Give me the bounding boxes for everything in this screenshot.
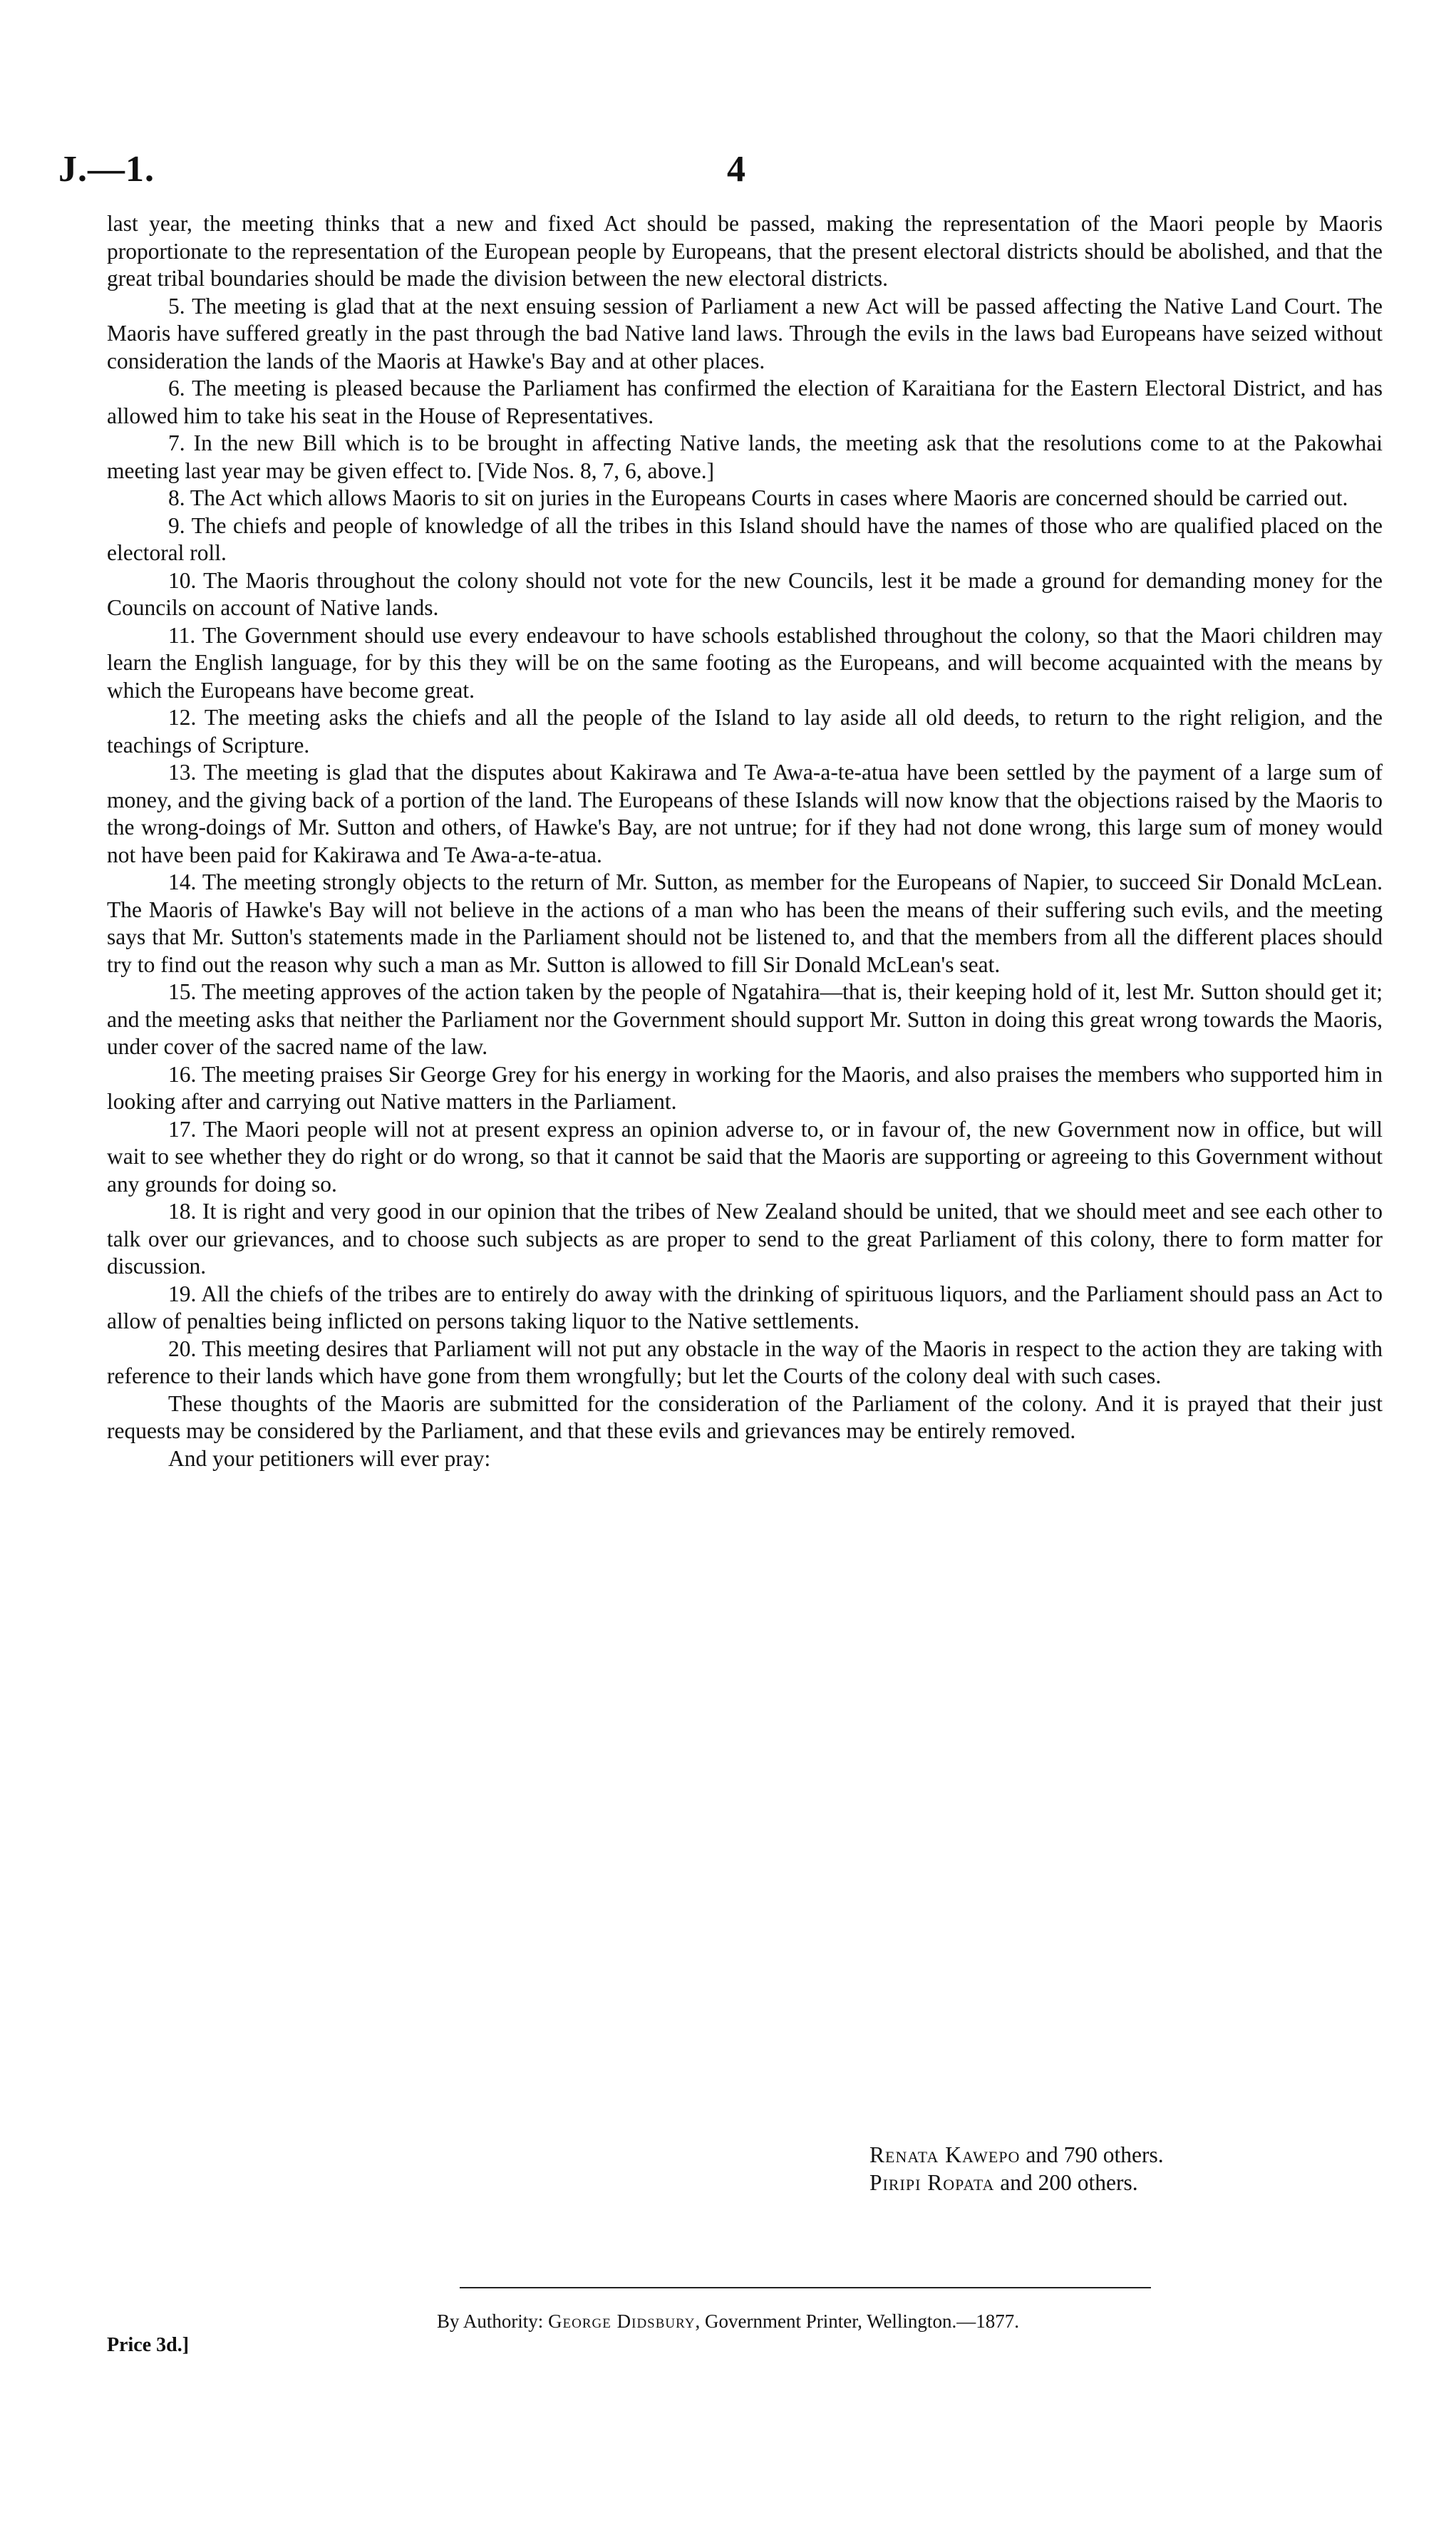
resolution-11: 11. The Government should use every endeavour to have schools established throughout the colony, so that the Maori children may learn the English language, for by this they will be on the same footing as the Europeans, and will become acquainted with the means by which the Europeans have become great.	[107, 622, 1383, 703]
page-number: 4	[727, 149, 745, 190]
page-identifier: J.—1.	[58, 149, 155, 190]
signature-line	[869, 2169, 1164, 2197]
resolution-16: 16. The meeting praises Sir George Grey for his energy in working for the Maoris, and also praises the members who supported him in looking after and carrying out Native matters in the Parliament.	[107, 1061, 1383, 1114]
signatory-name: Renata Kawepo	[869, 2142, 1021, 2167]
signatory-name: Piripi Ropata	[869, 2169, 995, 2195]
printer-imprint	[0, 2310, 1456, 2333]
closing-paragraph: These thoughts of the Maoris are submitted for the consideration of the Parliament of the colony. And it is prayed that their just requests may be considered by the Parliament, and that these evils and grievances may be entirely removed.	[107, 1390, 1383, 1443]
imprint-suffix: , Government Printer, Wellington.—1877.	[695, 2310, 1019, 2332]
document-body	[107, 210, 1383, 1472]
price: Price 3d.]	[107, 2334, 190, 2356]
printer-name: George Didsbury	[548, 2310, 696, 2332]
signatures	[869, 2142, 1164, 2196]
resolution-14: 14. The meeting strongly objects to the return of Mr. Sutton, as member for the Europeans of Napier, to succeed Sir Donald McLean. The Maoris of Hawke's Bay will not believe in the actions of a man who has been the means of their suffering such evils, and the meeting says that Mr. Sutton's statements made in the Parliament should not be listened to, and that the members from all the different places should try to find out the reason why such a man as Mr. Sutton is allowed to fill Sir Donald McLean's seat.	[107, 869, 1383, 977]
paragraph-continuation: last year, the meeting thinks that a new and fixed Act should be passed, making the representation of the Maori people by Maoris proportionate to the representation of the European people by Europeans, that the present electoral districts should be abolished, and that the great tribal boundaries should be made the division between the new electoral districts.	[107, 211, 1383, 291]
resolution-19: 19. All the chiefs of the tribes are to entirely do away with the drinking of spirituous liquors, and the Parliament should pass an Act to allow of penalties being inflicted on persons taking liquor to the Native settlements.	[107, 1281, 1383, 1333]
resolution-6: 6. The meeting is pleased because the Parliament has confirmed the election of Karaitiana for the Eastern Electoral District, and has allowed him to take his seat in the House of Representatives.	[107, 376, 1383, 428]
resolution-18: 18. It is right and very good in our opinion that the tribes of New Zealand should be united, that we should meet and see each other to talk over our grievances, and to choose such subjects as are proper to send to the great Parliament of this colony, there to form matter for discussion.	[107, 1199, 1383, 1279]
resolution-17: 17. The Maori people will not at present express an opinion adverse to, or in favour of, the new Government now in office, but will wait to see whether they do right or do wrong, so that it cannot be said that the Maoris are supporting or agreeing to this Government without any grounds for doing so.	[107, 1116, 1383, 1197]
divider	[460, 2287, 1151, 2288]
imprint-prefix: By Authority:	[437, 2310, 549, 2332]
resolution-12: 12. The meeting asks the chiefs and all the people of the Island to lay aside all old deeds, to return to the right religion, and the teachings of Scripture.	[107, 705, 1383, 758]
resolution-5: 5. The meeting is glad that at the next ensuing session of Parliament a new Act will be passed affecting the Native Land Court. The Maoris have suffered greatly in the past through the bad Native land laws. Through the evils in the laws bad Europeans have seized without consideration the lands of the Maoris at Hawke's Bay and at other places.	[107, 293, 1383, 373]
resolution-15: 15. The meeting approves of the action taken by the people of Ngatahira—that is, their keeping hold of it, lest Mr. Sutton should get it; and the meeting asks that neither the Parliament nor the Government should support Mr. Sutton in doing this great wrong towards the Maoris, under cover of the sacred name of the law.	[107, 979, 1383, 1059]
closing-prayer: And your petitioners will ever pray:	[168, 1445, 491, 1471]
resolution-20: 20. This meeting desires that Parliament will not put any obstacle in the way of the Maoris in respect to the action they are taking with reference to their lands which have gone from them wrongfully; but let the Courts of the colony deal with such cases.	[107, 1336, 1383, 1388]
resolution-7: 7. In the new Bill which is to be brought in affecting Native lands, the meeting ask that the resolutions come to at the Pakowhai meeting last year may be given effect to. [Vide Nos. 8, 7, 6, above.]	[107, 430, 1383, 483]
signatory-count: and 200 others.	[994, 2169, 1138, 2195]
resolution-8: 8. The Act which allows Maoris to sit on juries in the Europeans Courts in cases where Maoris are concerned should be carried out.	[168, 485, 1348, 510]
signatory-count: and 790 others.	[1020, 2142, 1164, 2167]
resolution-10: 10. The Maoris throughout the colony should not vote for the new Councils, lest it be made a ground for demanding money for the Councils on account of Native lands.	[107, 567, 1383, 620]
resolution-9: 9. The chiefs and people of knowledge of all the tribes in this Island should have the names of those who are qualified placed on the electoral roll.	[107, 512, 1383, 565]
signature-line	[869, 2142, 1164, 2169]
resolution-13: 13. The meeting is glad that the disputes about Kakirawa and Te Awa-a-te-atua have been settled by the payment of a large sum of money, and the giving back of a portion of the land. The Europeans of these Islands will now know that the objections raised by the Maoris to the wrong-doings of Mr. Sutton and others, of Hawke's Bay, are not untrue; for if they had not done wrong, this large sum of money would not have been paid for Kakirawa and Te Awa-a-te-atua.	[107, 760, 1383, 867]
